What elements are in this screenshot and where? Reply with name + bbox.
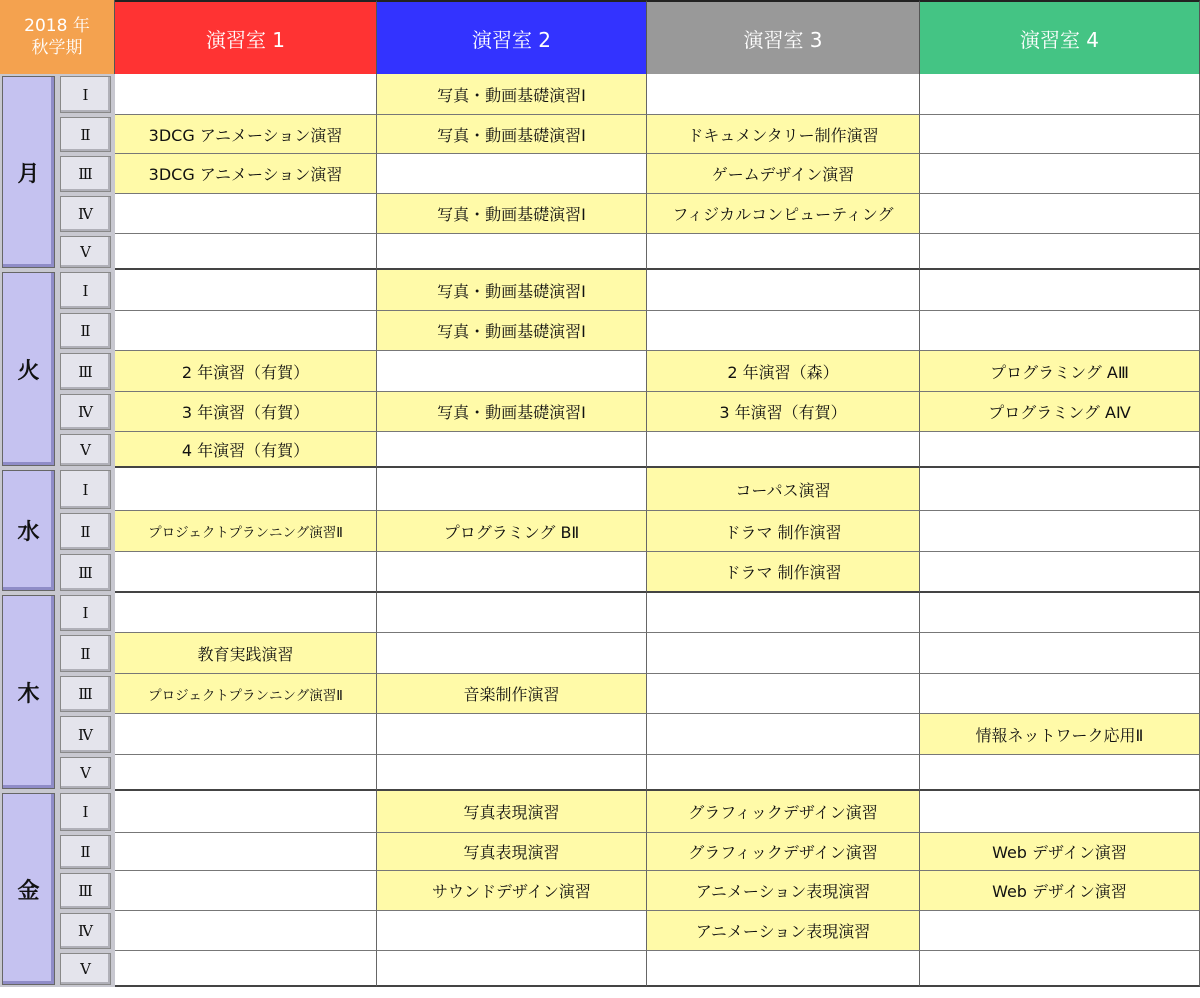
class-slot: 情報ネットワーク応用Ⅱ: [920, 714, 1200, 755]
class-slot: ドキュメンタリー制作演習: [647, 115, 920, 154]
empty-slot: [920, 552, 1200, 593]
class-slot: アニメーション表現演習: [647, 911, 920, 951]
class-slot: サウンドデザイン演習: [377, 871, 647, 911]
empty-slot: [377, 552, 647, 593]
empty-slot: [115, 311, 377, 351]
day-label: 金: [2, 793, 55, 985]
room-header-4: 演習室 4: [920, 0, 1200, 74]
empty-slot: [920, 593, 1200, 633]
day-label: 月: [2, 76, 55, 268]
empty-slot: [647, 432, 920, 468]
room-header-1: 演習室 1: [115, 0, 377, 74]
empty-slot: [377, 755, 647, 791]
class-slot: 写真表現演習: [377, 791, 647, 833]
empty-slot: [920, 674, 1200, 714]
period-label: Ⅴ: [60, 757, 111, 789]
empty-slot: [920, 755, 1200, 791]
corner-year: 2018 年: [24, 16, 90, 36]
empty-slot: [647, 951, 920, 987]
period-label: Ⅲ: [60, 156, 111, 192]
class-slot: グラフィックデザイン演習: [647, 791, 920, 833]
class-slot: 写真・動画基礎演習Ⅰ: [377, 392, 647, 432]
empty-slot: [647, 270, 920, 311]
empty-slot: [115, 871, 377, 911]
class-slot: プロジェクトプランニング演習Ⅱ: [115, 511, 377, 552]
period-label: Ⅰ: [60, 76, 111, 113]
empty-slot: [647, 593, 920, 633]
class-slot: 3 年演習（有賀）: [115, 392, 377, 432]
class-slot: 写真表現演習: [377, 833, 647, 871]
class-slot: 写真・動画基礎演習Ⅰ: [377, 74, 647, 115]
class-slot: 音楽制作演習: [377, 674, 647, 714]
class-slot: プロジェクトプランニング演習Ⅱ: [115, 674, 377, 714]
empty-slot: [115, 468, 377, 511]
class-slot: ドラマ 制作演習: [647, 552, 920, 593]
empty-slot: [377, 432, 647, 468]
empty-slot: [647, 234, 920, 270]
class-slot: ゲームデザイン演習: [647, 154, 920, 194]
class-slot: アニメーション表現演習: [647, 871, 920, 911]
period-label: Ⅲ: [60, 873, 111, 909]
empty-slot: [647, 633, 920, 674]
class-slot: 写真・動画基礎演習Ⅰ: [377, 311, 647, 351]
empty-slot: [647, 714, 920, 755]
empty-slot: [115, 755, 377, 791]
class-slot: 写真・動画基礎演習Ⅰ: [377, 194, 647, 234]
empty-slot: [920, 154, 1200, 194]
empty-slot: [115, 951, 377, 987]
room-header-3: 演習室 3: [647, 0, 920, 74]
empty-slot: [115, 593, 377, 633]
empty-slot: [377, 911, 647, 951]
class-slot: グラフィックデザイン演習: [647, 833, 920, 871]
empty-slot: [377, 593, 647, 633]
corner-term: 秋学期: [31, 38, 83, 58]
period-label: Ⅰ: [60, 470, 111, 509]
class-slot: 教育実践演習: [115, 633, 377, 674]
class-slot: Web デザイン演習: [920, 871, 1200, 911]
empty-slot: [920, 951, 1200, 987]
empty-slot: [377, 951, 647, 987]
empty-slot: [377, 468, 647, 511]
empty-slot: [647, 674, 920, 714]
empty-slot: [115, 791, 377, 833]
empty-slot: [920, 791, 1200, 833]
period-label: Ⅰ: [60, 793, 111, 831]
period-label: Ⅱ: [60, 117, 111, 152]
term-corner: [0, 0, 115, 74]
empty-slot: [115, 552, 377, 593]
empty-slot: [647, 755, 920, 791]
class-slot: 2 年演習（有賀）: [115, 351, 377, 392]
class-slot: 写真・動画基礎演習Ⅰ: [377, 115, 647, 154]
period-label: Ⅳ: [60, 913, 111, 949]
period-label: Ⅴ: [60, 953, 111, 985]
class-slot: フィジカルコンピューティング: [647, 194, 920, 234]
day-label: 火: [2, 272, 55, 466]
period-label: Ⅱ: [60, 835, 111, 869]
empty-slot: [115, 194, 377, 234]
empty-slot: [920, 911, 1200, 951]
empty-slot: [377, 234, 647, 270]
class-slot: 2 年演習（森）: [647, 351, 920, 392]
class-slot: 写真・動画基礎演習Ⅰ: [377, 270, 647, 311]
class-slot: Web デザイン演習: [920, 833, 1200, 871]
period-label: Ⅴ: [60, 236, 111, 268]
empty-slot: [115, 833, 377, 871]
empty-slot: [377, 154, 647, 194]
day-label: 木: [2, 595, 55, 789]
class-slot: ドラマ 制作演習: [647, 511, 920, 552]
empty-slot: [115, 234, 377, 270]
empty-slot: [920, 511, 1200, 552]
empty-slot: [115, 270, 377, 311]
class-slot: プログラミング BⅡ: [377, 511, 647, 552]
empty-slot: [647, 74, 920, 115]
room-header-2: 演習室 2: [377, 0, 647, 74]
empty-slot: [920, 468, 1200, 511]
period-label: Ⅲ: [60, 676, 111, 712]
empty-slot: [920, 194, 1200, 234]
period-label: Ⅱ: [60, 313, 111, 349]
empty-slot: [920, 115, 1200, 154]
class-slot: 3DCG アニメーション演習: [115, 115, 377, 154]
class-slot: 3DCG アニメーション演習: [115, 154, 377, 194]
empty-slot: [115, 74, 377, 115]
empty-slot: [377, 714, 647, 755]
period-label: Ⅳ: [60, 716, 111, 753]
period-label: Ⅰ: [60, 595, 111, 631]
class-slot: コーパス演習: [647, 468, 920, 511]
empty-slot: [115, 714, 377, 755]
class-slot: 3 年演習（有賀）: [647, 392, 920, 432]
period-label: Ⅰ: [60, 272, 111, 309]
period-label: Ⅲ: [60, 554, 111, 591]
empty-slot: [920, 432, 1200, 468]
class-slot: プログラミング AⅢ: [920, 351, 1200, 392]
empty-slot: [377, 633, 647, 674]
period-label: Ⅳ: [60, 394, 111, 430]
class-slot: 4 年演習（有賀）: [115, 432, 377, 468]
period-label: Ⅴ: [60, 434, 111, 466]
period-label: Ⅲ: [60, 353, 111, 390]
period-label: Ⅱ: [60, 635, 111, 672]
empty-slot: [377, 351, 647, 392]
empty-slot: [920, 311, 1200, 351]
day-label: 水: [2, 470, 55, 591]
empty-slot: [920, 234, 1200, 270]
period-label: Ⅱ: [60, 513, 111, 550]
class-slot: プログラミング AⅣ: [920, 392, 1200, 432]
empty-slot: [920, 633, 1200, 674]
empty-slot: [920, 270, 1200, 311]
period-label: Ⅳ: [60, 196, 111, 232]
empty-slot: [647, 311, 920, 351]
empty-slot: [115, 911, 377, 951]
empty-slot: [920, 74, 1200, 115]
